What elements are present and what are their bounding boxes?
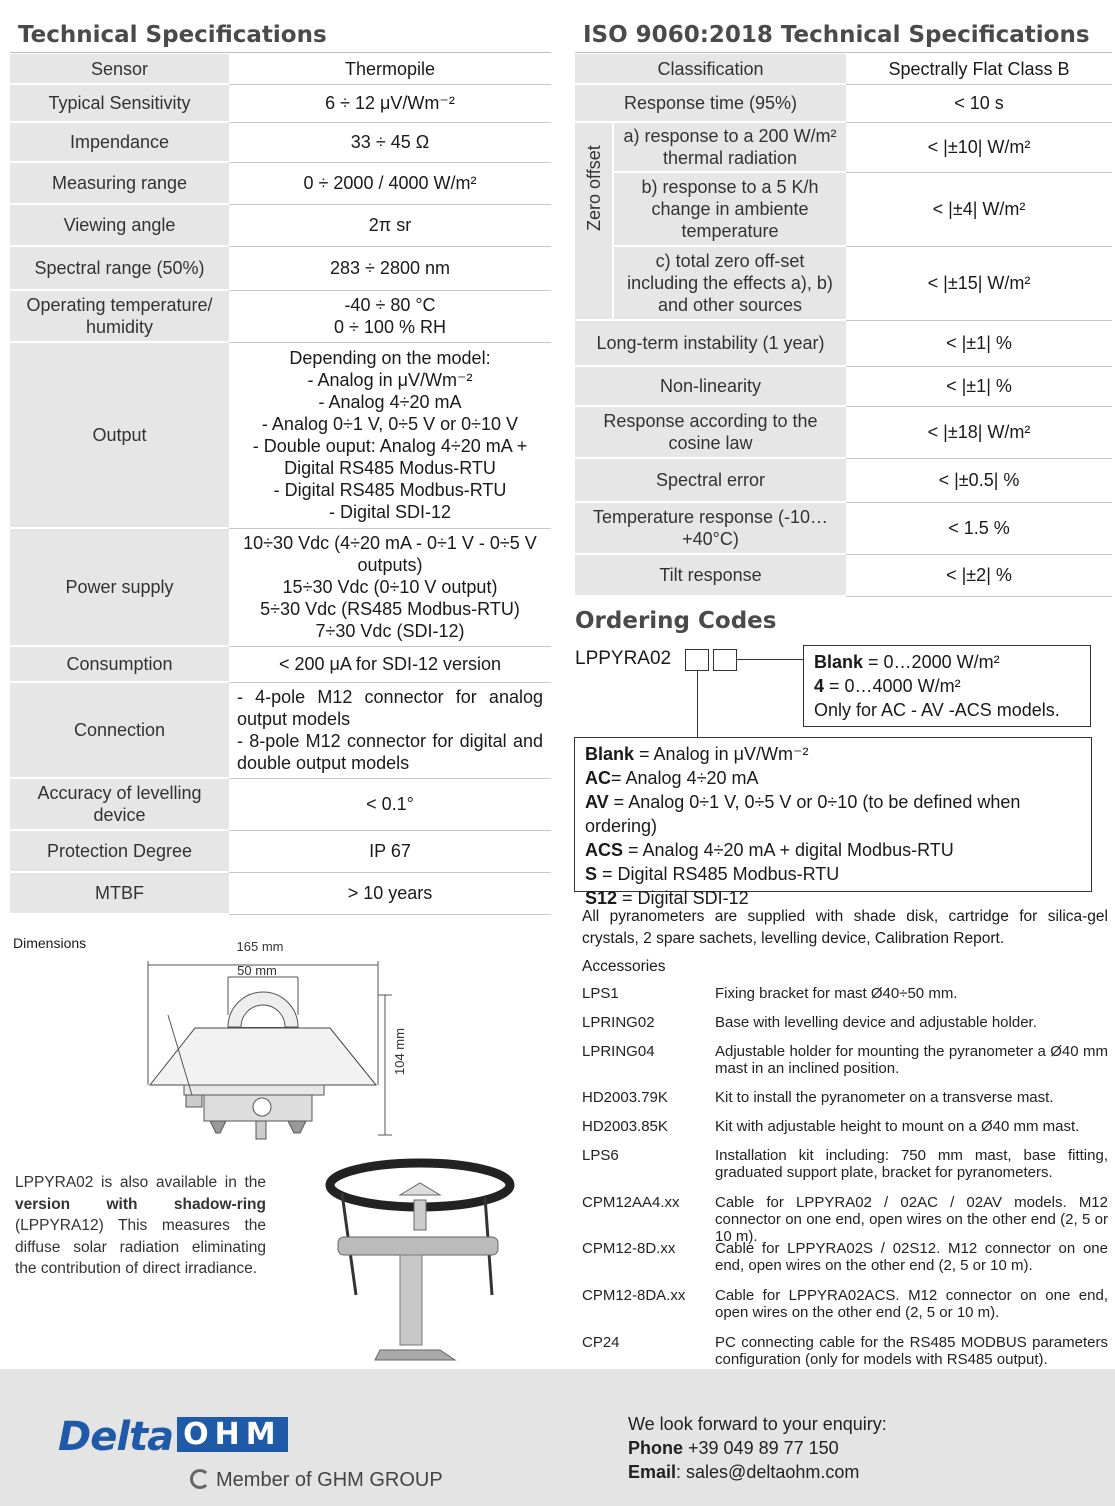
iso-row [575, 320, 1112, 366]
ghm-ring-icon [190, 1469, 210, 1489]
shadow-ring-description: LPPYRA02 is also available in the version with shadow-ring (LPPYRA12) This measures the diffuse solar radiation eliminating the contribution of direct irradiance. [15, 1174, 266, 1277]
spec-label: Viewing angle [10, 204, 229, 246]
accessory-item [582, 1334, 1108, 1374]
iso-value: < |±18| W/m² [846, 406, 1112, 458]
iso-row [575, 554, 1112, 596]
accessory-description: Cable for LPPYRA02S / 02S12. M12 connector on one end, open wires on the other end (2, 5 or 10 m). [715, 1240, 1108, 1274]
code-slot-2 [713, 649, 737, 671]
brand-logo [58, 1414, 288, 1460]
email-label: Email [628, 1462, 677, 1482]
spec-row [10, 830, 551, 872]
dimension-width-label: 165 mm [236, 939, 284, 954]
accessory-code: LPRING02 [582, 1014, 655, 1031]
accessory-code: CPM12AA4.xx [582, 1194, 680, 1211]
spec-label: Protection Degree [10, 830, 229, 872]
iso-row [575, 458, 1112, 502]
spec-row [10, 646, 551, 682]
iso-specifications-table [575, 54, 1112, 597]
iso-value: < |±1| % [846, 320, 1112, 366]
spec-row [10, 122, 551, 162]
accessory-item [582, 1089, 1108, 1118]
accessory-code: LPRING04 [582, 1043, 655, 1060]
phone-number[interactable]: +39 049 89 77 150 [683, 1438, 839, 1458]
iso-row [575, 406, 1112, 458]
spec-row [10, 204, 551, 246]
technical-specifications-table [10, 54, 551, 915]
ordering-option: ACS = Analog 4÷20 mA + digital Modbus-RTU [585, 840, 954, 860]
spec-value: 10÷30 Vdc (4÷20 mA - 0÷1 V - 0÷5 V outputs) 15÷30 Vdc (0÷10 V output) 5÷30 Vdc (RS485 Modbus-RTU) 7÷30 Vdc (SDI-12) [229, 528, 551, 646]
dimension-height-label: 104 mm [392, 1028, 407, 1075]
accessory-code: LPS6 [582, 1147, 619, 1164]
accessory-item [582, 1287, 1108, 1334]
accessory-code: LPS1 [582, 985, 619, 1002]
ordering-option-box-output [574, 737, 1092, 908]
iso-value: < |±0.5| % [846, 458, 1112, 502]
iso-label: b) response to a 5 K/h change in ambiente temperature [613, 172, 846, 246]
spec-value: 2π sr [229, 204, 551, 246]
ordering-option: AC= Analog 4÷20 mA [585, 768, 759, 788]
accessory-item [582, 1147, 1108, 1194]
spec-value: < 200 μA for SDI-12 version [229, 646, 551, 682]
spec-label: Impendance [10, 122, 229, 162]
accessory-item [582, 1043, 1108, 1089]
supplied-note: All pyranometers are supplied with shade disk, cartridge for silica-gel crystals, 2 spare sachets, levelling device, Calibration Report. [582, 908, 1108, 947]
iso-row [575, 246, 1112, 320]
iso-label: Spectral error [575, 458, 846, 502]
spec-label: Spectral range (50%) [10, 246, 229, 290]
accessories-list [582, 985, 1108, 1375]
accessory-code: CPM12-8DA.xx [582, 1287, 686, 1304]
spec-row [10, 342, 551, 528]
accessory-code: CPM12-8D.xx [582, 1240, 676, 1257]
dimensions-title: Dimensions [13, 935, 87, 951]
spec-row [10, 528, 551, 646]
accessory-description: Cable for LPPYRA02 / 02AC / 02AV models. M12 connector on one end, open wires on the other end (2, 5 or 10 m). [715, 1194, 1108, 1245]
ordering-option: S12 = Digital SDI-12 [585, 888, 749, 908]
iso-value: Spectrally Flat Class B [846, 54, 1112, 84]
spec-label: Operating temperature/ humidity [10, 290, 229, 342]
accessory-description: Installation kit including: 750 mm mast, base fitting, graduated support plate, bracket for pyranometers. [715, 1147, 1108, 1181]
spec-value: 0 ÷ 2000 / 4000 W/m² [229, 162, 551, 204]
spec-label: Output [10, 342, 229, 528]
accessory-item [582, 985, 1108, 1014]
iso-value: < |±15| W/m² [846, 246, 1112, 320]
iso-label: Temperature response (-10…+40°C) [575, 502, 846, 554]
ordering-code: LPPYRA02 [575, 648, 672, 669]
spec-value: > 10 years [229, 872, 551, 914]
accessory-description: Base with levelling device and adjustable holder. [715, 1014, 1037, 1031]
iso-value: < |±1| % [846, 366, 1112, 406]
spec-value: 283 ÷ 2800 nm [229, 246, 551, 290]
spec-row [10, 778, 551, 830]
code-slot-1 [685, 649, 709, 671]
spec-label: Consumption [10, 646, 229, 682]
ordering-option: Blank = Analog in μV/Wm⁻² [585, 744, 809, 764]
spec-row [10, 162, 551, 204]
iso-label: Tilt response [575, 554, 846, 596]
accessory-description: Adjustable holder for mounting the pyranometer a Ø40 mm mast in an inclined position. [715, 1043, 1108, 1077]
iso-value: < |±2| % [846, 554, 1112, 596]
email-address[interactable]: : sales@deltaohm.com [676, 1462, 860, 1482]
spec-row [10, 682, 551, 778]
spec-value: 6 ÷ 12 μV/Wm⁻² [229, 84, 551, 122]
ordering-option: AV = Analog 0÷1 V, 0÷5 V or 0÷10 (to be defined when ordering) [585, 792, 1021, 836]
iso-value: < 1.5 % [846, 502, 1112, 554]
spec-label: Power supply [10, 528, 229, 646]
spec-value: 33 ÷ 45 Ω [229, 122, 551, 162]
accessory-code: HD2003.85K [582, 1118, 668, 1135]
spec-label: MTBF [10, 872, 229, 914]
ordering-option: 4 = 0…4000 W/m² [814, 676, 961, 696]
iso-label: Classification [575, 54, 846, 84]
ordering-option-box-range [803, 645, 1091, 727]
ordering-codes-title: Ordering Codes [575, 608, 777, 634]
iso-label: Long-term instability (1 year) [575, 320, 846, 366]
contact-block [628, 1412, 887, 1484]
spec-label: Accuracy of levelling device [10, 778, 229, 830]
spec-value: - 4-pole M12 connector for analog output models - 8-pole M12 connector for digital and double output models [229, 682, 551, 778]
spec-row [10, 872, 551, 914]
left-section-title: Technical Specifications [18, 22, 327, 48]
iso-row [575, 502, 1112, 554]
spec-label: Connection [10, 682, 229, 778]
iso-value: < 10 s [846, 84, 1112, 122]
accessory-description: Kit to install the pyranometer on a transverse mast. [715, 1089, 1054, 1106]
right-section-title: ISO 9060:2018 Technical Specifications [583, 22, 1090, 48]
iso-label: c) total zero off-set including the effects a), b) and other sources [613, 246, 846, 320]
spec-label: Typical Sensitivity [10, 84, 229, 122]
accessory-code: HD2003.79K [582, 1089, 668, 1106]
spec-value: Depending on the model: - Analog in μV/Wm⁻² - Analog 4÷20 mA - Analog 0÷1 V, 0÷5 V or 0÷10 V - Double ouput: Analog 4÷20 mA + Digital RS485 Modus-RTU - Digital RS485 Modbus-RTU - Digital SDI-12 [229, 342, 551, 528]
accessory-item [582, 1118, 1108, 1147]
accessories-title: Accessories [582, 958, 666, 975]
spec-row [10, 54, 551, 84]
accessory-item [582, 1240, 1108, 1287]
brand-logo-delta: Delta [58, 1414, 174, 1460]
spec-row [10, 84, 551, 122]
accessory-description: Fixing bracket for mast Ø40÷50 mm. [715, 985, 958, 1002]
pyranometer-dimension-drawing [140, 935, 430, 1145]
accessory-item [582, 1194, 1108, 1245]
iso-row [575, 172, 1112, 246]
iso-label: a) response to a 200 W/m² thermal radiation [613, 122, 846, 172]
ghm-member: Member of GHM GROUP [190, 1469, 443, 1492]
spec-label: Sensor [10, 54, 229, 84]
ordering-option: Blank = 0…2000 W/m² [814, 652, 1000, 672]
spec-label: Measuring range [10, 162, 229, 204]
iso-value: < |±4| W/m² [846, 172, 1112, 246]
accessory-description: Kit with adjustable height to mount on a Ø40 mm mast. [715, 1118, 1080, 1135]
accessory-description: PC connecting cable for the RS485 MODBUS parameters configuration (only for models with RS485 output). [715, 1334, 1108, 1368]
spec-value: Thermopile [229, 54, 551, 84]
iso-label: Non-linearity [575, 366, 846, 406]
iso-label: Response time (95%) [575, 84, 846, 122]
phone-label: Phone [628, 1438, 684, 1458]
spec-row [10, 246, 551, 290]
iso-row [575, 366, 1112, 406]
zero-offset-label: Zero offset [575, 122, 613, 320]
spec-value: -40 ÷ 80 °C 0 ÷ 100 % RH [229, 290, 551, 342]
footer [0, 1369, 1115, 1506]
iso-row [575, 122, 1112, 172]
accessory-item [582, 1014, 1108, 1043]
iso-value: < |±10| W/m² [846, 122, 1112, 172]
dimension-inner-label: 50 mm [237, 963, 277, 978]
iso-label: Response according to the cosine law [575, 406, 846, 458]
spec-value: < 0.1° [229, 778, 551, 830]
shadow-ring-product-image [320, 1145, 520, 1365]
spec-value: IP 67 [229, 830, 551, 872]
iso-row [575, 84, 1112, 122]
iso-row [575, 54, 1112, 84]
accessory-description: Cable for LPPYRA02ACS. M12 connector on one end, open wires on the other end (2, 5 or 10 m). [715, 1287, 1108, 1321]
ordering-option: S = Digital RS485 Modbus-RTU [585, 864, 840, 884]
ordering-option: Only for AC - AV -ACS models. [814, 700, 1060, 720]
brand-logo-ohm: OHM [177, 1417, 287, 1452]
spec-row [10, 290, 551, 342]
enquiry-text: We look forward to your enquiry: [628, 1414, 887, 1434]
accessory-code: CP24 [582, 1334, 620, 1351]
